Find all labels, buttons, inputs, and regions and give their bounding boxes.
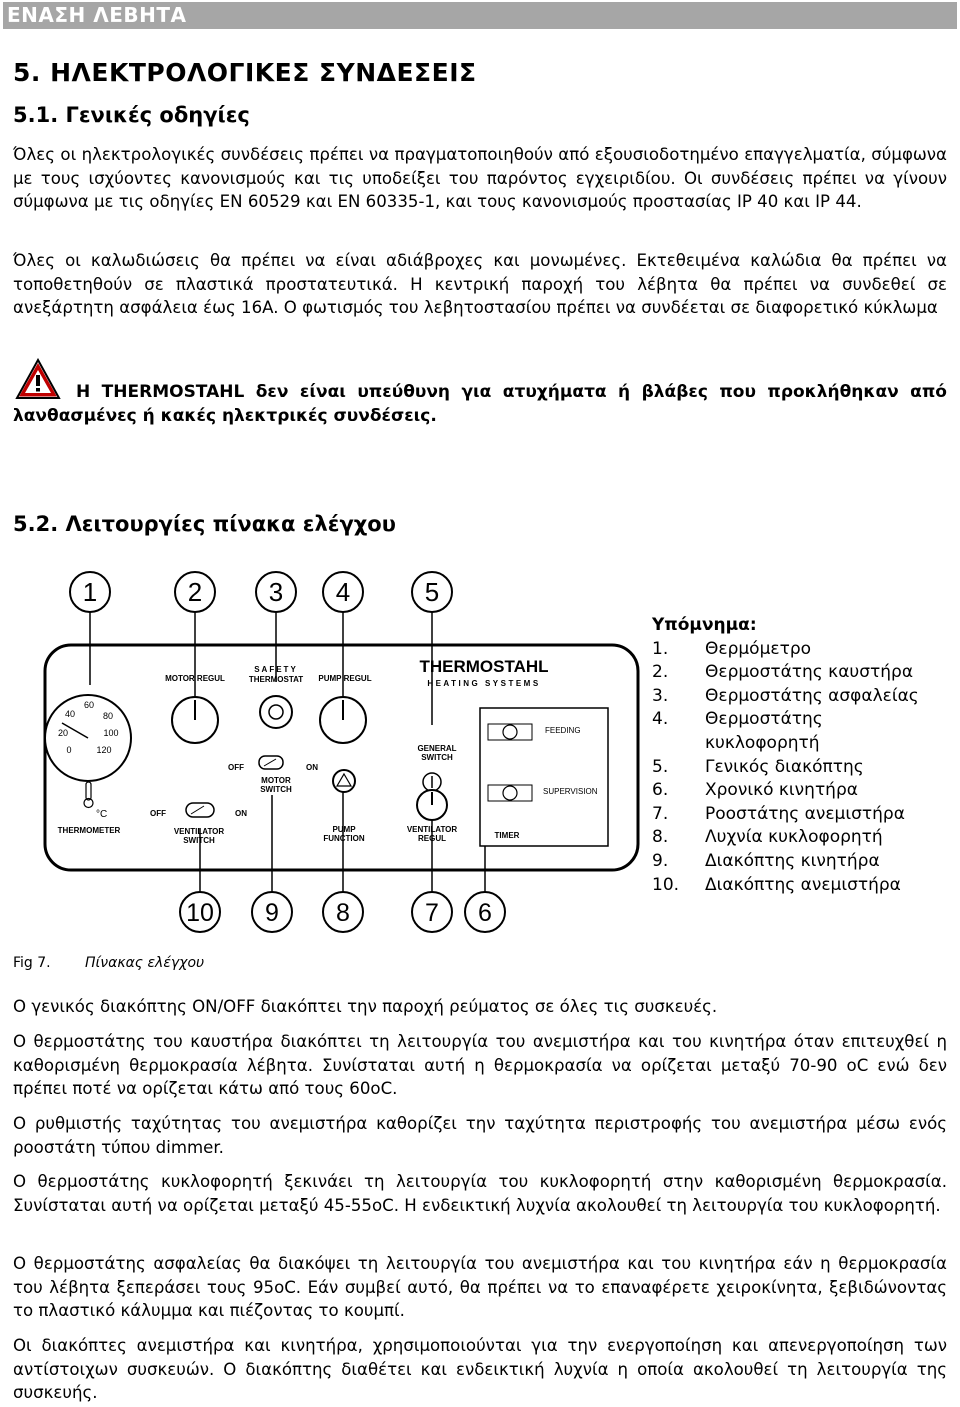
callout-3: 3 (268, 577, 284, 607)
section-5-2-title: 5.2. Λειτουργίες πίνακα ελέγχου (13, 512, 396, 536)
label-off-vent: OFF (150, 809, 166, 818)
celsius-unit: °C (96, 809, 108, 820)
label-on-vent: ON (235, 809, 247, 818)
body-paragraph-3: Ο ρυθμιστής ταχύτητας του ανεμιστήρα καθορίζει την ταχύτητα περιστροφής του ανεμιστήρα μέσω ενός ροοστάτη τύπου dimmer. (13, 1114, 947, 1157)
callouts-bottom (180, 790, 505, 932)
label-ventilator-regul: VENTILATOR (406, 825, 458, 834)
callout-10: 10 (186, 899, 214, 927)
legend-item: 3. Θερμοστάτης ασφαλείας (652, 685, 919, 706)
thermometer-gauge (45, 695, 131, 781)
legend-item: 6. Χρονικό κινητήρα (652, 780, 858, 801)
general-paragraph-1: Όλες οι ηλεκτρολογικές συνδέσεις πρέπει να πραγματοποιηθούν από εξουσιοδοτημένο επαγγελματία, σύμφωνα με τους ισχύοντες κανονισμούς και τις υποδείξει του παρόντος εγχειριδίου. Οι συνδέσεις πρέπει να γίνουν σύμφωνα με τις οδηγίες ΕΝ 60529 και ΕΝ 60335-1, και τους κανονισμούς προστασίας IP 40 και IP 44. (13, 145, 947, 212)
callout-9: 9 (265, 899, 279, 927)
legend-item: 4. Θερμοστάτης κυκλοφορητή (652, 709, 823, 753)
feeding-dial (503, 725, 517, 739)
tick-100: 100 (103, 728, 119, 738)
label-timer: TIMER (494, 831, 520, 840)
header-bar: ΕΝΑΣΗ ΛΕΒΗΤΑ (3, 2, 957, 29)
general-paragraph-2: Όλες οι καλωδιώσεις θα πρέπει να είναι αδιάβροχες και μονωμένες. Εκτεθειμένα καλώδια θα πρέπει να τοποθετηθούν σε πλαστικά προστατευτικά. Η κεντρική παροχή του λέβητα θα πρέπει να συνδεθεί σε ανεξάρτητη ασφάλεια έως 16A. Ο φωτισμός του λεβητοστασίου πρέπει να συνδέεται σε διαφορετικό κύκλωμα (13, 251, 947, 318)
label-regul: REGUL (418, 834, 446, 843)
warning-text: Η THERMOSTAHL δεν είναι υπεύθυνη για ατυχήματα ή βλάβες που προκλήθηκαν από λανθασμένες ή κακές ηλεκτρικές συνδέσεις. (13, 382, 947, 426)
label-on-motor: ON (306, 763, 318, 772)
legend-title: Υπόμνημα: (652, 615, 757, 635)
legend-item: 1. Θερμόμετρο (652, 638, 812, 659)
body-paragraph-2: Ο θερμοστάτης του καυστήρα διακόπτει τη λειτουργία του ανεμιστήρα και του κινητήρα όταν επιτευχθεί η καθορισμένη θερμοκρασία λέβητα. Συνίσταται αυτή η θερμοκρασία να ορίζεται μεταξύ 70-90 οC ενώ δεν πρέπει ποτέ να ορίζεται κάτω από τους 60οC. (13, 1032, 947, 1099)
callout-7: 7 (425, 899, 439, 927)
motor-switch (259, 756, 283, 769)
legend-item: 9. Διακόπτης κινητήρα (652, 850, 880, 871)
tick-60: 60 (83, 700, 95, 710)
label-motor-switch: SWITCH (260, 785, 292, 794)
figure-caption (13, 955, 204, 971)
label-motor-regul: MOTOR REGUL (165, 674, 225, 683)
label-pump-function: FUNCTION (323, 834, 365, 843)
brand-name: THERMOSTAHL (419, 657, 549, 676)
legend (652, 614, 955, 897)
timer-panel (480, 708, 608, 846)
label-feeding: FEEDING (545, 726, 581, 735)
legend-item: 2. Θερμοστάτης καυστήρα (652, 662, 914, 683)
body-paragraph-1: Ο γενικός διακόπτης ON/OFF διακόπτει την παροχή ρεύματος σε όλες τις συσκευές. (13, 997, 718, 1016)
tick-120: 120 (96, 745, 112, 755)
safety-thermostat-cap (260, 696, 292, 728)
section-5-title: 5. ΗΛΕΚΤΡΟΛΟΓΙΚΕΣ ΣΥΝΔΕΣΕΙΣ (13, 58, 477, 87)
label-pump-regul: PUMP REGUL (318, 674, 372, 683)
label-pump: PUMP (332, 825, 356, 834)
thermometer-bulb-icon (84, 782, 93, 808)
label-motor: MOTOR (261, 776, 291, 785)
ventilator-switch (186, 803, 214, 817)
section-5-1-title: 5.1. Γενικές οδηγίες (13, 103, 250, 127)
legend-item: 7. Ροοστάτης ανεμιστήρα (652, 803, 905, 824)
supervision-dial (503, 786, 517, 800)
figure-number: Fig 7. (13, 955, 51, 971)
body-paragraph-5: Ο θερμοστάτης ασφαλείας θα διακόψει τη λειτουργία του ανεμιστήρα και του κινητήρα εάν η θερμοκρασία του λέβητα ξεπεράσει τους 95οC. Εάν συμβεί αυτό, θα πρέπει να το επαναφέρετε χειροκίνητα, ξεβιδώνοντας το πλαστικό κάλυμμα και πιέζοντας το κουμπί. (13, 1254, 947, 1321)
figure-title: Πίνακας ελέγχου (85, 955, 205, 971)
body-paragraph-6: Οι διακόπτες ανεμιστήρα και κινητήρα, χρησιμοποιούνται για την ενεργοποίηση και απενεργοποίηση των αντίστοιχων συσκευών. Ο διακόπτης διαθέτει και ενδεικτική λυχνία η οποία ακολουθεί τη λειτουργία της συσκευής. (13, 1336, 947, 1403)
callout-2: 2 (187, 577, 203, 607)
label-safety: SAFETY (254, 665, 298, 674)
label-ventilator-switch: SWITCH (183, 836, 215, 845)
label-general-switch: SWITCH (421, 753, 453, 762)
legend-item: 10. Διακόπτης ανεμιστήρα (652, 874, 901, 895)
tick-0: 0 (66, 745, 72, 755)
callouts-top (70, 572, 452, 725)
callout-5: 5 (424, 577, 440, 607)
label-thermostat: THERMOSTAT (248, 675, 304, 684)
callout-1: 1 (82, 577, 98, 607)
label-supervision: SUPERVISION (543, 787, 598, 796)
label-off-motor: OFF (228, 763, 244, 772)
callout-8: 8 (336, 899, 350, 927)
brand-subtitle: HEATING SYSTEMS (427, 679, 541, 688)
label-ventilator: VENTILATOR (173, 827, 225, 836)
body-paragraph-4: Ο θερμοστάτης κυκλοφορητή ξεκινάει τη λειτουργία του κυκλοφορητή στην καθορισμένη θερμοκρασία. Συνίσταται αυτή να ορίζεται μεταξύ 45-55οC. Η ενδεικτική λυχνία ακολουθεί τη λειτουργία του κυκλοφορητή. (13, 1172, 947, 1215)
callout-4: 4 (335, 577, 351, 607)
label-thermometer: THERMOMETER (57, 826, 121, 835)
legend-item: 8. Λυχνία κυκλοφορητή (652, 827, 883, 848)
tick-40: 40 (64, 709, 76, 719)
callout-6: 6 (478, 899, 492, 927)
legend-item: 5. Γενικός διακόπτης (652, 756, 864, 777)
tick-20: 20 (57, 728, 69, 738)
legend-list (652, 638, 955, 898)
tick-80: 80 (102, 711, 114, 721)
label-general: GENERAL (417, 744, 457, 753)
